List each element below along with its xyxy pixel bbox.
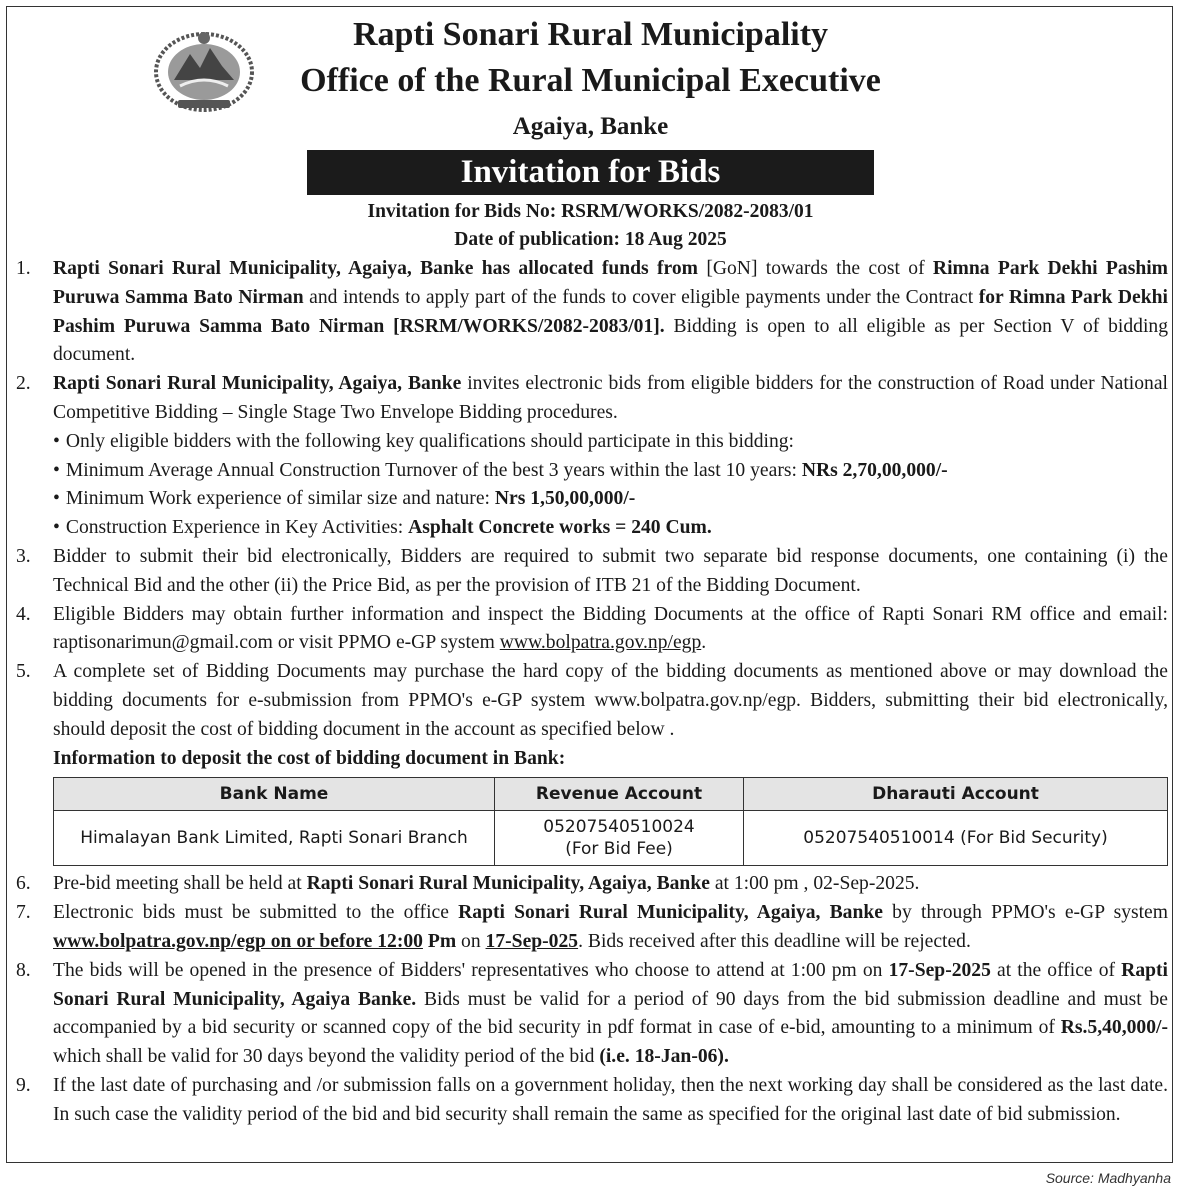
qualification-intro: • Only eligible bidders with the following key qualifications should participate in this bidding:	[53, 428, 1168, 457]
notice-title-banner: Invitation for Bids	[307, 150, 874, 195]
dharauti-account-cell: 05207540510014 (For Bid Security)	[744, 811, 1168, 866]
qualification-experience: • Minimum Work experience of similar size and nature: Nrs 1,50,00,000/-	[53, 485, 1168, 514]
clause-7: 7. Electronic bids must be submitted to the office Rapti Sonari Rural Municipality, Agaiya, Banke by through PPMO's e-GP system www.bolpatra.gov.np/egp on or before 12:00 Pm on 17-Sep-025. Bids received after this deadline will be rejected.	[16, 902, 1168, 952]
notice-body	[16, 255, 1168, 1130]
egp-link[interactable]: www.bolpatra.gov.np/egp	[499, 632, 702, 654]
clause-1: 1. Rapti Sonari Rural Municipality, Agaiya, Banke has allocated funds from [GoN] towards the cost of Rimna Park Dekhi Pashim Puruwa Samma Bato Nirman and intends to apply part of the funds to cover eligible payments under the Contract for Rimna Park Dekhi Pashim Puruwa Samma Bato Nirman [RSRM/WORKS/2082-2083/01]. Bidding is open to all eligible as per Section V of bidding document.	[16, 258, 1168, 366]
column-header-dharauti-account: Dharauti Account	[744, 778, 1168, 811]
egp-deadline-link[interactable]: www.bolpatra.gov.np/egp on or before 12:00	[53, 930, 423, 952]
column-header-bank-name: Bank Name	[54, 778, 495, 811]
qualification-turnover: • Minimum Average Annual Construction Turnover of the best 3 years within the last 10 years: NRs 2,70,00,000/-	[53, 457, 1168, 486]
clause-5: 5. A complete set of Bidding Documents may purchase the hard copy of the bidding documents as mentioned above or may download the bidding documents for e-submission from PPMO's e-GP system www.bolpatra.gov.np/egp. Bidders, submitting their bid electronically, should deposit the cost of bidding document in the account as specified below . Information to deposit the cost of bidding document in Bank:	[16, 658, 1168, 773]
clause-4: 4. Eligible Bidders may obtain further information and inspect the Bidding Documents at the office of Rapti Sonari RM office and email: raptisonarimun@gmail.com or visit PPMO e-GP system www.bolpatra.gov.np/egp.	[16, 603, 1168, 654]
ifb-number: Invitation for Bids No: RSRM/WORKS/2082-2083/01	[367, 201, 814, 222]
qualification-key-activities: • Construction Experience in Key Activities: Asphalt Concrete works = 240 Cum.	[53, 514, 1168, 543]
publication-date: Date of publication: 18 Aug 2025	[454, 229, 727, 250]
office-name: Office of the Rural Municipal Executive	[300, 62, 881, 99]
bank-table-title: Information to deposit the cost of bidding document in Bank:	[53, 747, 566, 769]
municipality-name: Rapti Sonari Rural Municipality	[352, 16, 829, 53]
bank-account-table	[53, 777, 1168, 866]
column-header-revenue-account: Revenue Account	[495, 778, 744, 811]
location: Agaiya, Banke	[512, 113, 669, 140]
source-credit: Source: Madhyanha	[1045, 1170, 1171, 1186]
clause-3: 3. Bidder to submit their bid electronically, Bidders are required to submit two separate bid response documents, one containing (i) the Technical Bid and the other (ii) the Price Bid, as per the provision of ITB 21 of the Bidding Document.	[16, 545, 1168, 596]
clause-6: 6. Pre-bid meeting shall be held at Rapti Sonari Rural Municipality, Agaiya, Banke at 1:00 pm , 02-Sep-2025.	[16, 873, 920, 895]
clause-8: 8. The bids will be opened in the presence of Bidders' representatives who choose to attend at 1:00 pm on 17-Sep-2025 at the office of Rapti Sonari Rural Municipality, Agaiya Banke. Bids must be valid for a period of 90 days from the bid submission deadline and must be accompanied by a bid security or scanned copy of the bid security in pdf format in case of e-bid, amounting to a minimum of Rs.5,40,000/- which shall be valid for 30 days beyond the validity period of the bid (i.e. 18-Jan-06).	[16, 959, 1168, 1068]
clause-2: 2. Rapti Sonari Rural Municipality, Agaiya, Banke invites electronic bids from eligible bidders for the construction of Road under National Competitive Bidding – Single Stage Two Envelope Bidding procedures. • Only eligible bidders with the following key qualifications should participate in this bidding:	[16, 370, 1168, 456]
table-row	[54, 811, 1168, 866]
revenue-account-cell: 05207540510024 (For Bid Fee)	[495, 811, 744, 866]
bank-name-cell: Himalayan Bank Limited, Rapti Sonari Branch	[54, 811, 495, 866]
clause-9: 9. If the last date of purchasing and /or submission falls on a government holiday, then the next working day shall be considered as the last date. In such case the validity period of the bid and bid security shall remain the same as specified for the original last date of bid submission.	[16, 1074, 1168, 1125]
